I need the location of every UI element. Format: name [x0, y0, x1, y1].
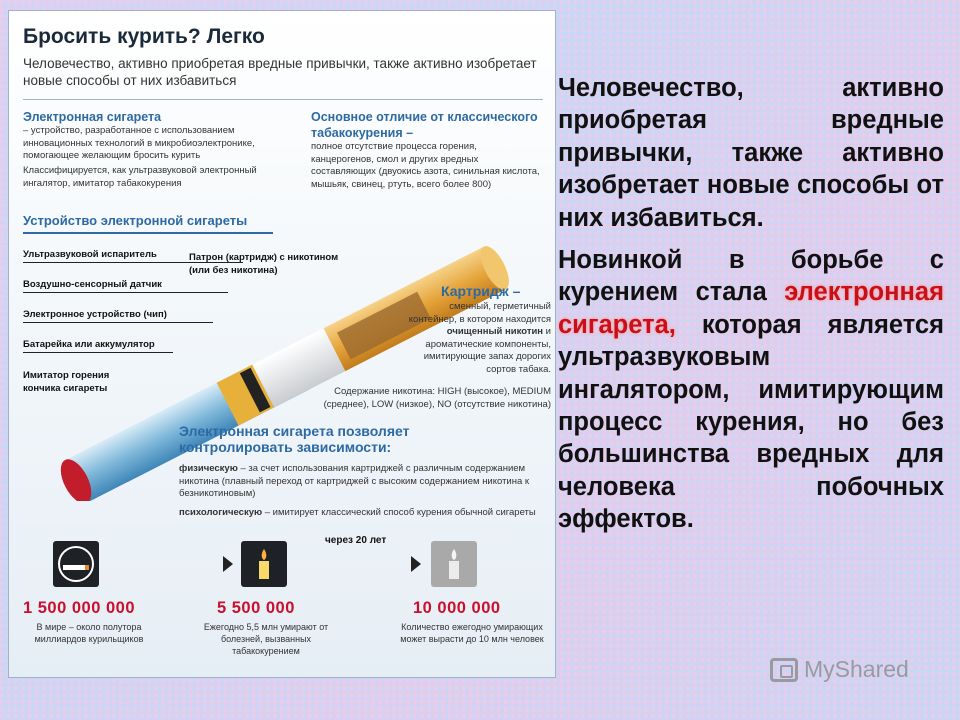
myshared-watermark[interactable] [770, 656, 909, 683]
highlighted-term: электронная сигарета, [558, 278, 944, 339]
stat-deaths-caption: Ежегодно 5,5 млн умирают от болезней, вызванных табакокурением [203, 622, 329, 656]
stat-smokers-number: 1 500 000 000 [23, 599, 136, 617]
myshared-logo-icon [770, 658, 798, 682]
after-20-years-label: через 20 лет [325, 535, 387, 546]
leader-line [23, 322, 213, 323]
arrow-icon [223, 556, 233, 572]
nicotine-levels: Содержание никотина: HIGH (высокое), MEDIUM (среднее), LOW (низкое), NO (отсутствие никотина) [323, 386, 551, 410]
ecig-infographic [8, 10, 556, 678]
ecig-definition-heading: Электронная сигарета [23, 110, 162, 124]
ecig-classification: Классифицируется, как ультразвуковой электронный ингалятор, имитатор табакокурения [23, 165, 257, 189]
label-burn-simulator: Имитатор горения кончика сигареты [23, 370, 110, 394]
watermark-text: MyShared [804, 656, 909, 682]
candle-gray-icon [431, 541, 477, 587]
label-chip: Электронное устройство (чип) [23, 309, 167, 320]
stat-future-deaths-caption: Количество ежегодно умирающих может вырасти до 10 млн человек [400, 622, 544, 644]
label-battery: Батарейка или аккумулятор [23, 339, 155, 350]
control-heading: Электронная сигарета позволяет контролировать зависимости: [179, 423, 410, 455]
cartridge-heading: Картридж – [441, 283, 521, 299]
leader-line [23, 352, 173, 353]
difference-heading: Основное отличие от классического табакокурения – [311, 110, 538, 140]
label-ultrasonic: Ультразвуковой испаритель [23, 249, 157, 260]
stat-deaths-number: 5 500 000 [217, 599, 295, 617]
label-airsensor: Воздушно-сенсорный датчик [23, 279, 162, 290]
slide-paragraph-1: Человечество, активно приобретая вредные привычки, также активно изобретает новые способы от них избавиться. [558, 74, 944, 232]
psych-dependence: психологическую – имитирует классический способ курения обычной сигареты [179, 507, 536, 518]
physical-dependence: физическую – за счет использования картриджей с различным содержанием никотина (плавный переход от картриджей с высоким содержанием никотина к безникотиновым) [179, 463, 530, 499]
device-heading: Устройство электронной сигареты [23, 213, 248, 228]
slide-paragraph-2: Новинкой в борьбе с курением стала электронная сигарета, которая является ультразвуковым ингалятором, имитирующим процесс курения, но без большинства вредных для человека побочных эффектов. [558, 246, 944, 534]
cartridge-description: сменный, герметичный контейнер, в котором находится очищенный никотин и ароматические компоненты, имитирующие запах дорогих сортов табака. [408, 301, 551, 375]
slide-body-text [558, 72, 944, 546]
leader-line [23, 292, 228, 293]
candle-icon [241, 541, 287, 587]
arrow-icon [411, 556, 421, 572]
label-cartridge: Патрон (картридж) с никотином (или без никотина) [189, 252, 339, 276]
stat-smokers-caption: В мире – около полутора миллиардов курильщиков [34, 622, 144, 644]
stat-future-deaths-number: 10 000 000 [413, 599, 501, 617]
difference-text: полное отсутствие процесса горения, канцерогенов, смол и других вредных составляющих (двуокись азота, синильная кислота, мышьяк, свинец, ртуть, всего более 800) [311, 141, 540, 190]
ecig-definition: – устройство, разработанное с использованием инновационных технологий в микробиоэлектронике, помогающее желающим бросить курить [23, 125, 255, 161]
infographic-title: Бросить курить? Легко [23, 25, 265, 48]
divider [23, 99, 543, 100]
infographic-subtitle: Человечество, активно приобретая вредные привычки, также активно изобретает новые способы от них избавиться [23, 56, 537, 88]
smoking-icon [53, 541, 99, 587]
